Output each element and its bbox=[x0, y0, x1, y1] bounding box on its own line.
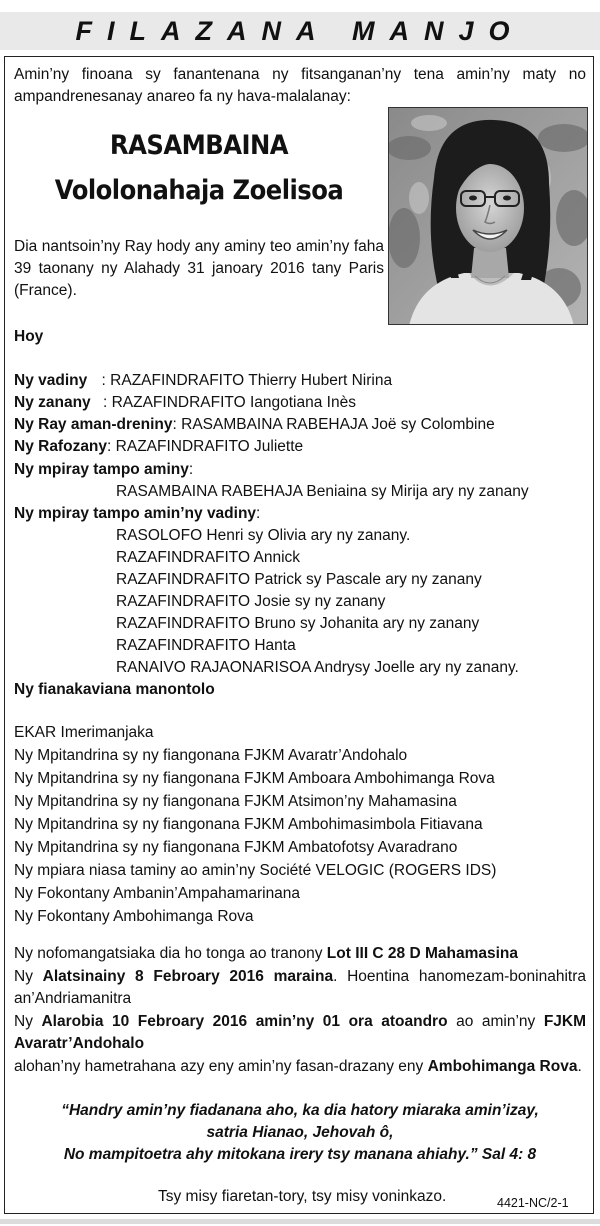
sibling-in-law-item: RASOLOFO Henri sy Olivia ary ny zanany. bbox=[116, 527, 411, 544]
family-sep: : bbox=[107, 438, 116, 455]
quote-line-3: No mampitoetra ahy mitokana irery tsy manana ahiahy.” Sal 4: 8 bbox=[63, 1146, 537, 1163]
family-line-children bbox=[14, 392, 356, 414]
funeral-church: FJKM Avaratr’Andohalo bbox=[14, 1013, 587, 1052]
burial-paragraph bbox=[14, 1056, 586, 1078]
sibling-item: RASAMBAINA RABEHAJA Beniaina sy Mirija ary ny zanany bbox=[116, 483, 529, 500]
family-sep: : bbox=[97, 372, 111, 389]
intro-text: Amin’ny finoana sy fanantenana ny fitsanganan’ny tena amin’ny maty no ampandrenesanay anareo fa ny hava-malalanay: bbox=[14, 66, 586, 105]
siblings-in-law-heading bbox=[14, 503, 260, 525]
hoy-heading: Hoy bbox=[14, 328, 44, 345]
family-sep: : bbox=[172, 416, 182, 433]
organization-item: Ny Mpitandrina sy ny fiangonana FJKM Atsimon’ny Mahamasina bbox=[14, 793, 457, 810]
service-paragraph bbox=[14, 966, 586, 1010]
closing-note: Tsy misy fiaretan-tory, tsy misy voninkazo. bbox=[158, 1188, 447, 1205]
deceased-given-names: Vololonahaja Zoelisoa bbox=[54, 175, 344, 206]
organization-item: Ny Mpitandrina sy ny fiangonana FJKM Amboara Ambohimanga Rova bbox=[14, 770, 495, 787]
bottom-rule bbox=[0, 1219, 600, 1224]
siblings-in-law-label: Ny mpiray tampo amin’ny vadiny bbox=[14, 505, 257, 522]
sibling-in-law-item: RAZAFINDRAFITO Hanta bbox=[116, 637, 296, 654]
service-text-b: . Hoentina hanomezam-boninahitra an’Andriamanitra bbox=[14, 968, 586, 1007]
family-line-spouse bbox=[14, 370, 392, 392]
organization-item: EKAR Imerimanjaka bbox=[14, 724, 154, 741]
arrival-text: Ny nofomangatsiaka dia ho tonga ao tranony bbox=[14, 945, 327, 962]
reference-code: 4421-NC/2-1 bbox=[497, 1196, 569, 1210]
family-value: RASAMBAINA RABEHAJA Joë sy Colombine bbox=[181, 416, 495, 433]
family-value: RAZAFINDRAFITO Thierry Hubert Nirina bbox=[110, 372, 393, 389]
organization-item: Ny mpiara niasa taminy ao amin’ny Société VELOGIC (ROGERS IDS) bbox=[14, 862, 497, 879]
death-announcement: Dia nantsoin’ny Ray hody any aminy teo amin’ny faha 39 taonany ny Alahady 31 janoary 2016 tany Paris (France). bbox=[14, 238, 384, 299]
service-text-a: Ny bbox=[14, 968, 43, 985]
family-label: Ny vadiny bbox=[14, 372, 88, 389]
arrival-address: Lot III C 28 D Mahamasina bbox=[326, 945, 519, 962]
extended-family bbox=[14, 679, 215, 701]
arrival-paragraph bbox=[14, 943, 586, 965]
quote-line-1: “Handry amin’ny fiadanana aho, ka dia hatory miaraka amin’izay, bbox=[61, 1102, 539, 1119]
burial-place: Ambohimanga Rova bbox=[427, 1058, 578, 1075]
sibling-in-law-item: RAZAFINDRAFITO Annick bbox=[116, 549, 301, 566]
header-title: FILAZANA MANJO bbox=[75, 16, 525, 46]
organization-item: Ny Mpitandrina sy ny fiangonana FJKM Avaratr’Andohalo bbox=[14, 747, 408, 764]
family-value: RAZAFINDRAFITO Juliette bbox=[115, 438, 304, 455]
portrait-photo bbox=[388, 107, 588, 325]
funeral-paragraph bbox=[14, 1011, 586, 1055]
funeral-text-a: Ny bbox=[14, 1013, 42, 1030]
sibling-in-law-item: RAZAFINDRAFITO Patrick sy Pascale ary ny zanany bbox=[116, 571, 482, 588]
bible-quote bbox=[30, 1100, 570, 1166]
siblings-heading bbox=[14, 459, 193, 481]
organization-item: Ny Mpitandrina sy ny fiangonana FJKM Ambatofotsy Avaradrano bbox=[14, 839, 458, 856]
sibling-in-law-item: RANAIVO RAJAONARISOA Andrysy Joelle ary ny zanany. bbox=[116, 659, 519, 676]
family-sep: : bbox=[98, 394, 112, 411]
siblings-label: Ny mpiray tampo aminy bbox=[14, 461, 189, 478]
organization-item: Ny Fokontany Ambanin’Ampahamarinana bbox=[14, 885, 301, 902]
service-date: Alatsinainy 8 Febroary 2016 maraina bbox=[42, 968, 334, 985]
family-label: Ny Ray aman-dreniny bbox=[14, 416, 173, 433]
funeral-text-b: ao amin’ny bbox=[447, 1013, 544, 1030]
family-label: Ny Rafozany bbox=[14, 438, 108, 455]
family-label: Ny zanany bbox=[14, 394, 91, 411]
family-value: RAZAFINDRAFITO Iangotiana Inès bbox=[111, 394, 356, 411]
deceased-surname: RASAMBAINA bbox=[109, 130, 289, 161]
siblings-colon: : bbox=[188, 461, 194, 478]
burial-text: alohan’ny hametrahana azy eny amin’ny fasan-drazany eny bbox=[14, 1058, 428, 1075]
portrait-photo-drawing bbox=[389, 108, 588, 325]
quote-line-2: satria Hianao, Jehovah ô, bbox=[206, 1124, 394, 1141]
siblings-in-law-colon: : bbox=[256, 505, 261, 522]
organization-item: Ny Mpitandrina sy ny fiangonana FJKM Ambohimasimbola Fitiavana bbox=[14, 816, 483, 833]
extended-family-label: Ny fianakaviana manontolo bbox=[14, 681, 215, 698]
organization-item: Ny Fokontany Ambohimanga Rova bbox=[14, 908, 254, 925]
family-line-parents bbox=[14, 414, 495, 436]
family-line-in-laws bbox=[14, 436, 303, 458]
funeral-date: Alarobia 10 Febroary 2016 amin’ny 01 ora atoandro bbox=[41, 1013, 448, 1030]
sibling-in-law-item: RAZAFINDRAFITO Josie sy ny zanany bbox=[116, 593, 386, 610]
burial-end: . bbox=[577, 1058, 582, 1075]
sibling-in-law-item: RAZAFINDRAFITO Bruno sy Johanita ary ny zanany bbox=[116, 615, 480, 632]
